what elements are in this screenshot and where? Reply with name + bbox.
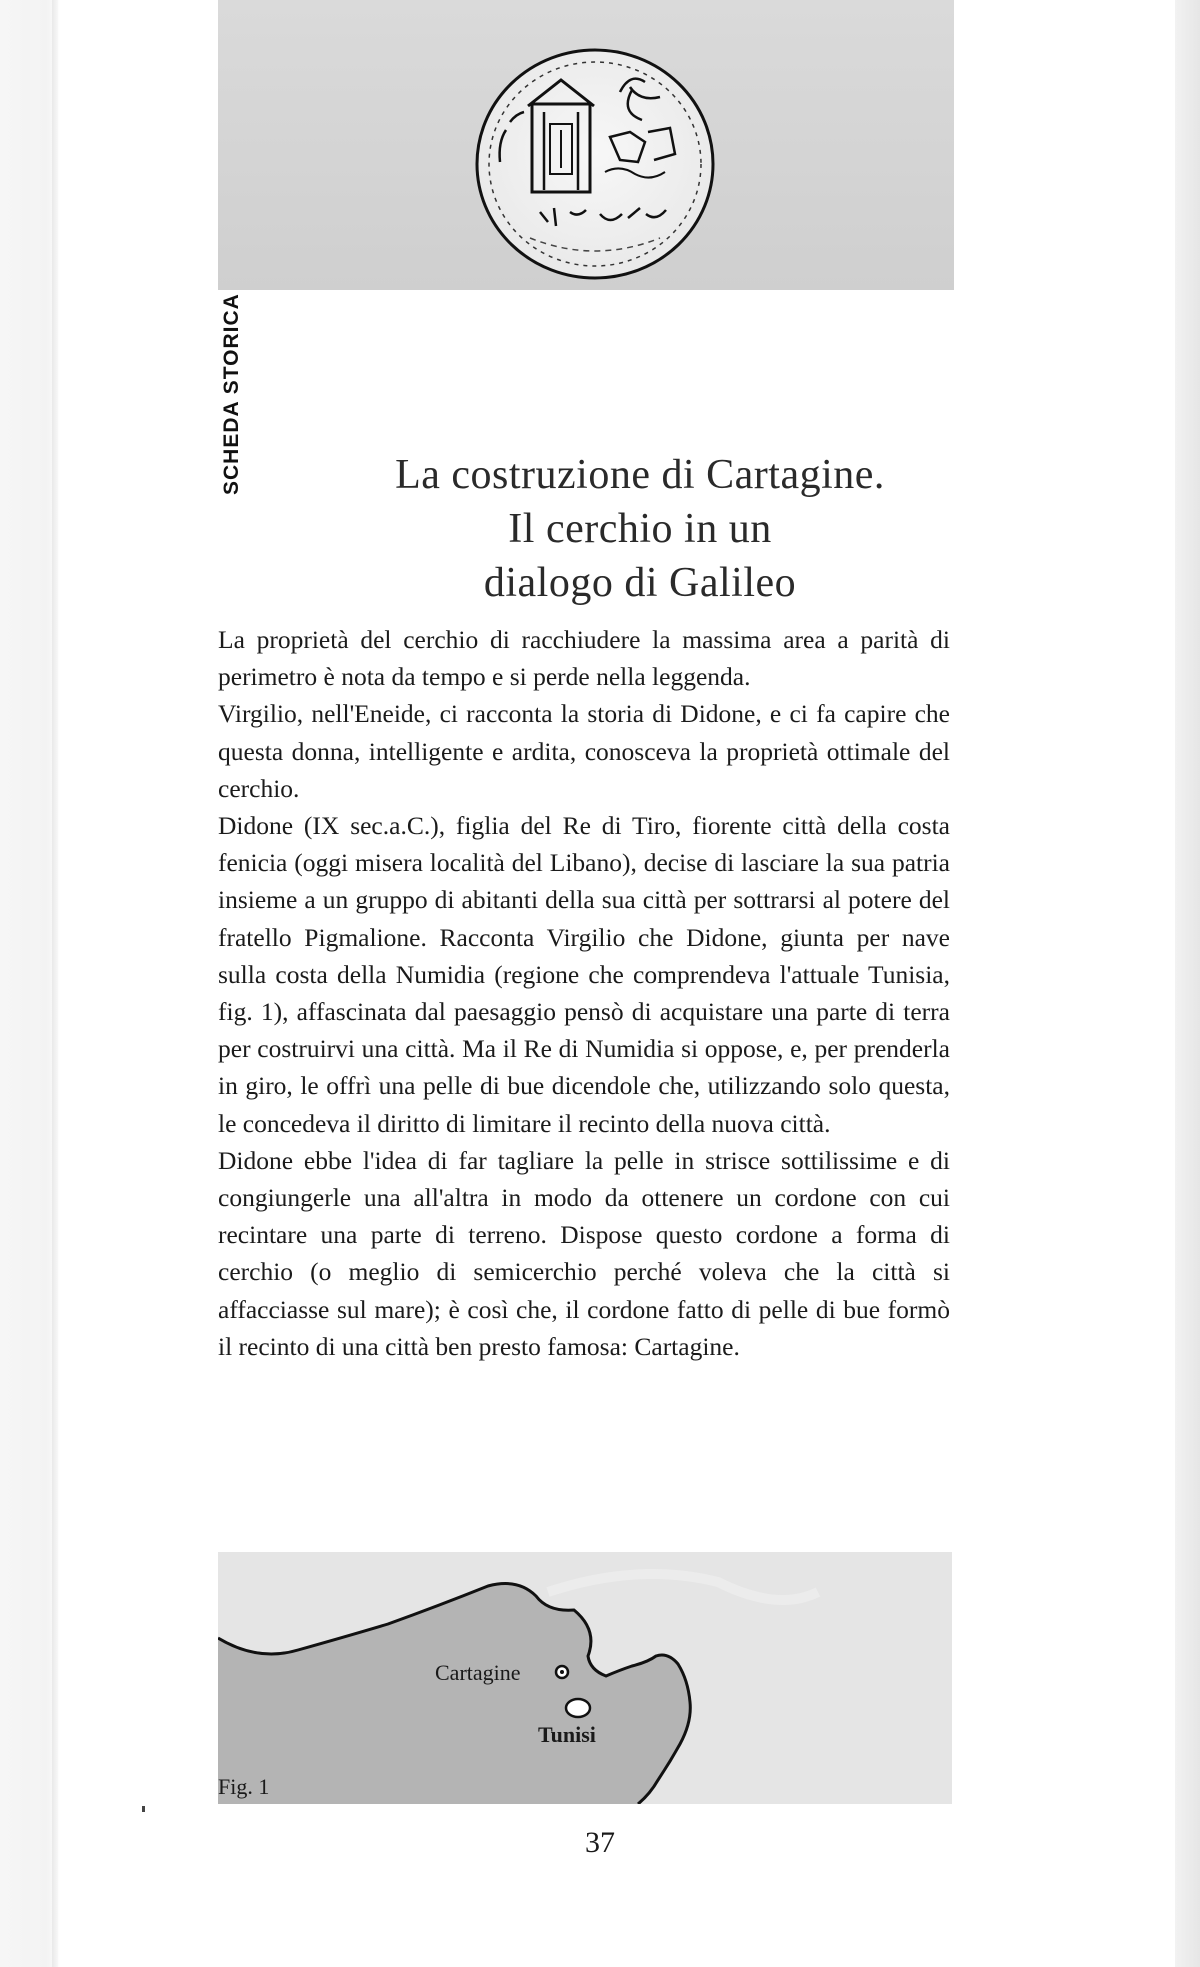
page-right-margin (1175, 0, 1200, 1967)
page-left-margin (0, 0, 58, 1967)
cartagine-label: Cartagine (435, 1660, 521, 1685)
section-side-label: SCHEDA STORICA (220, 293, 243, 495)
article-body (218, 621, 950, 1365)
map-drawing (218, 1552, 952, 1804)
figure-map (218, 1552, 952, 1804)
title-line: Il cerchio in un (508, 506, 772, 552)
paragraph: Didone ebbe l'idea di far tagliare la pelle in strisce sottilissime e di congiungerle una all'altra in modo da ottenere un cordone con cui recintare una parte di terreno. Dispose questo cordone a forma di cerchio (o meglio di semicerchio perché voleva che la città si affacciasse sul mare); è così che, il cordone fatto di pelle di bue formò il recinto di una città ben presto famosa: Cartagine. (218, 1145, 950, 1361)
coin-illustration (470, 42, 720, 287)
paragraph: La proprietà del cerchio di racchiudere la massima area a parità di perimetro è nota da tempo e si perde nella leggenda. (218, 625, 950, 692)
page-title (330, 448, 950, 610)
coin-drawing (470, 42, 720, 287)
page-number: 37 (585, 1826, 615, 1859)
title-line: La costruzione di Cartagine. (395, 452, 885, 498)
figure-caption: Fig. 1 (218, 1774, 270, 1799)
tunisi-lake (566, 1699, 590, 1717)
land-area (218, 1584, 690, 1804)
tunisi-label: Tunisi (538, 1722, 596, 1747)
paragraph: Virgilio, nell'Eneide, ci racconta la storia di Didone, e ci fa capire che questa donna, intelligente e ardita, conosceva la proprietà ottimale del cerchio. (218, 699, 950, 803)
title-line: dialogo di Galileo (483, 560, 797, 606)
margin-mark (142, 1806, 145, 1812)
paragraph: Didone (IX sec.a.C.), figlia del Re di Tiro, fiorente città della costa fenicia (oggi misera località del Libano), decise di lasciare la sua patria insieme a un gruppo di abitanti della sua città per sottrarsi al potere del fratello Pigmalione. Racconta Virgilio che Didone, giunta per nave sulla costa della Numidia (regione che comprendeva l'attuale Tunisia, fig. 1), affascinata dal paesaggio pensò di acquistare una parte di terra per costruirvi una città. Ma il Re di Numidia si oppose, e, per prenderla in giro, le offrì una pelle di bue dicendole che, utilizzando solo questa, le concedeva il diritto di limitare il recinto della nuova città. (218, 811, 950, 1138)
page-gutter-shadow (52, 0, 60, 1967)
